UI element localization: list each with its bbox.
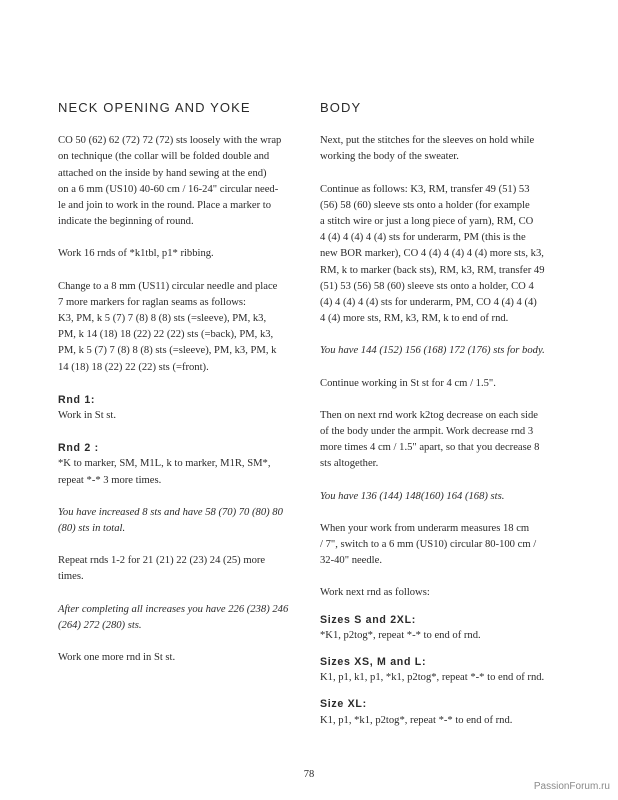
size-xl-text: K1, p1, *k1, p2tog*, repeat *-* to end of rnd. [320,714,513,726]
note-increase-count: You have increased 8 sts and have 58 (70) 70 (80) 80 (80) sts in total. [58,506,283,535]
left-column [58,100,304,682]
section-heading-neck-yoke: NECK OPENING AND YOKE [58,100,251,115]
paragraph-cast-on: CO 50 (62) 62 (72) 72 (72) sts loosely with the wrap on technique (the collar will be folded double and attached on the inside by hand sewing at the end) on a 6 mm (US10) 40-60 cm / 16-24" circular need- le and join to work in the round. Place a marker to indicate the beginning of round. [58,135,282,228]
paragraph-decrease: Then on next rnd work k2tog decrease on each side of the body under the armpit. Work decrease rnd 3 more times 4 cm / 1.5" apart, so that you decrease 8 sts altogether. [320,409,540,470]
sizes-xs-m-l-text: K1, p1, k1, p1, *k1, p2tog*, repeat *-* to end of rnd. [320,672,545,684]
paragraph-switch-needle: When your work from underarm measures 18 cm / 7", switch to a 6 mm (US10) circular 80-100 cm / 32-40" needle. [320,522,537,567]
sizes-s-2xl-label: Sizes S and 2XL: [320,613,416,626]
page-number: 78 [303,769,315,780]
paragraph-next-round: Work next rnd as follows: [320,587,430,599]
round-1-label: Rnd 1: [58,393,96,406]
paragraph-final-round: Work one more rnd in St st. [58,652,176,664]
right-column [320,100,566,745]
round-2-text: *K to marker, SM, M1L, k to marker, M1R, SM*, repeat *-* 3 more times. [58,458,271,486]
watermark-text: PassionForum.ru [533,781,610,792]
round-2-label: Rnd 2 : [58,442,99,455]
paragraph-sleeves-hold: Next, put the stitches for the sleeves on hold while working the body of the sweater. [320,135,535,163]
paragraph-separate-body: Continue as follows: K3, RM, transfer 49 (51) 53 (56) 58 (60) sleeve sts onto a holder (for example a stitch wire or just a long piece of yarn), RM, CO 4 (4) 4 (4) 4 (4) sts for underarm, PM (this is the new BOR marker), CO 4 (4) 4 (4) 4 (4) more sts, k3, RM, k to marker (back sts), RM, k3, RM, transfer 49 (51) 53 (56) 58 (60) sleeve sts onto a holder, CO 4 (4) 4 (4) 4 (4) sts for underarm, PM, CO 4 (4) 4 (4) 4 (4) more sts, RM, k3, RM, k to end of rnd. [320,183,545,325]
paragraph-ribbing: Work 16 rnds of *k1tbl, p1* ribbing. [58,248,214,260]
paragraph-repeat-rounds: Repeat rnds 1-2 for 21 (21) 22 (23) 24 (25) more times. [58,555,266,583]
note-total-stitches: After completing all increases you have 226 (238) 246 (264) 272 (280) sts. [58,603,289,631]
paragraph-raglan-markers: Change to a 8 mm (US11) circular needle and place 7 more markers for raglan seams as follows: K3, PM, k 5 (7) 7 (8) 8 (8) sts (=sleeve), PM, k3, PM, k 14 (18) 18 (22) 22 (22) sts (=back), PM, k3, PM, k 5 (7) 7 (8) 8 (8) sts (=sleeve), PM, k3, PM, k 14 (18) 18 (22) 22 (22) sts (=front). [58,280,278,373]
note-body-stitches: You have 144 (152) 156 (168) 172 (176) sts for body. [320,345,545,357]
round-1-text: Work in St st. [58,410,117,422]
section-heading-body: BODY [320,100,362,115]
paragraph-st-st: Continue working in St st for 4 cm / 1.5". [320,377,496,389]
sizes-s-2xl-text: *K1, p2tog*, repeat *-* to end of rnd. [320,629,481,641]
note-decreased-stitches: You have 136 (144) 148(160) 164 (168) sts. [320,490,505,502]
sizes-xs-m-l-label: Sizes XS, M and L: [320,656,427,669]
size-xl-label: Size XL: [320,698,367,711]
